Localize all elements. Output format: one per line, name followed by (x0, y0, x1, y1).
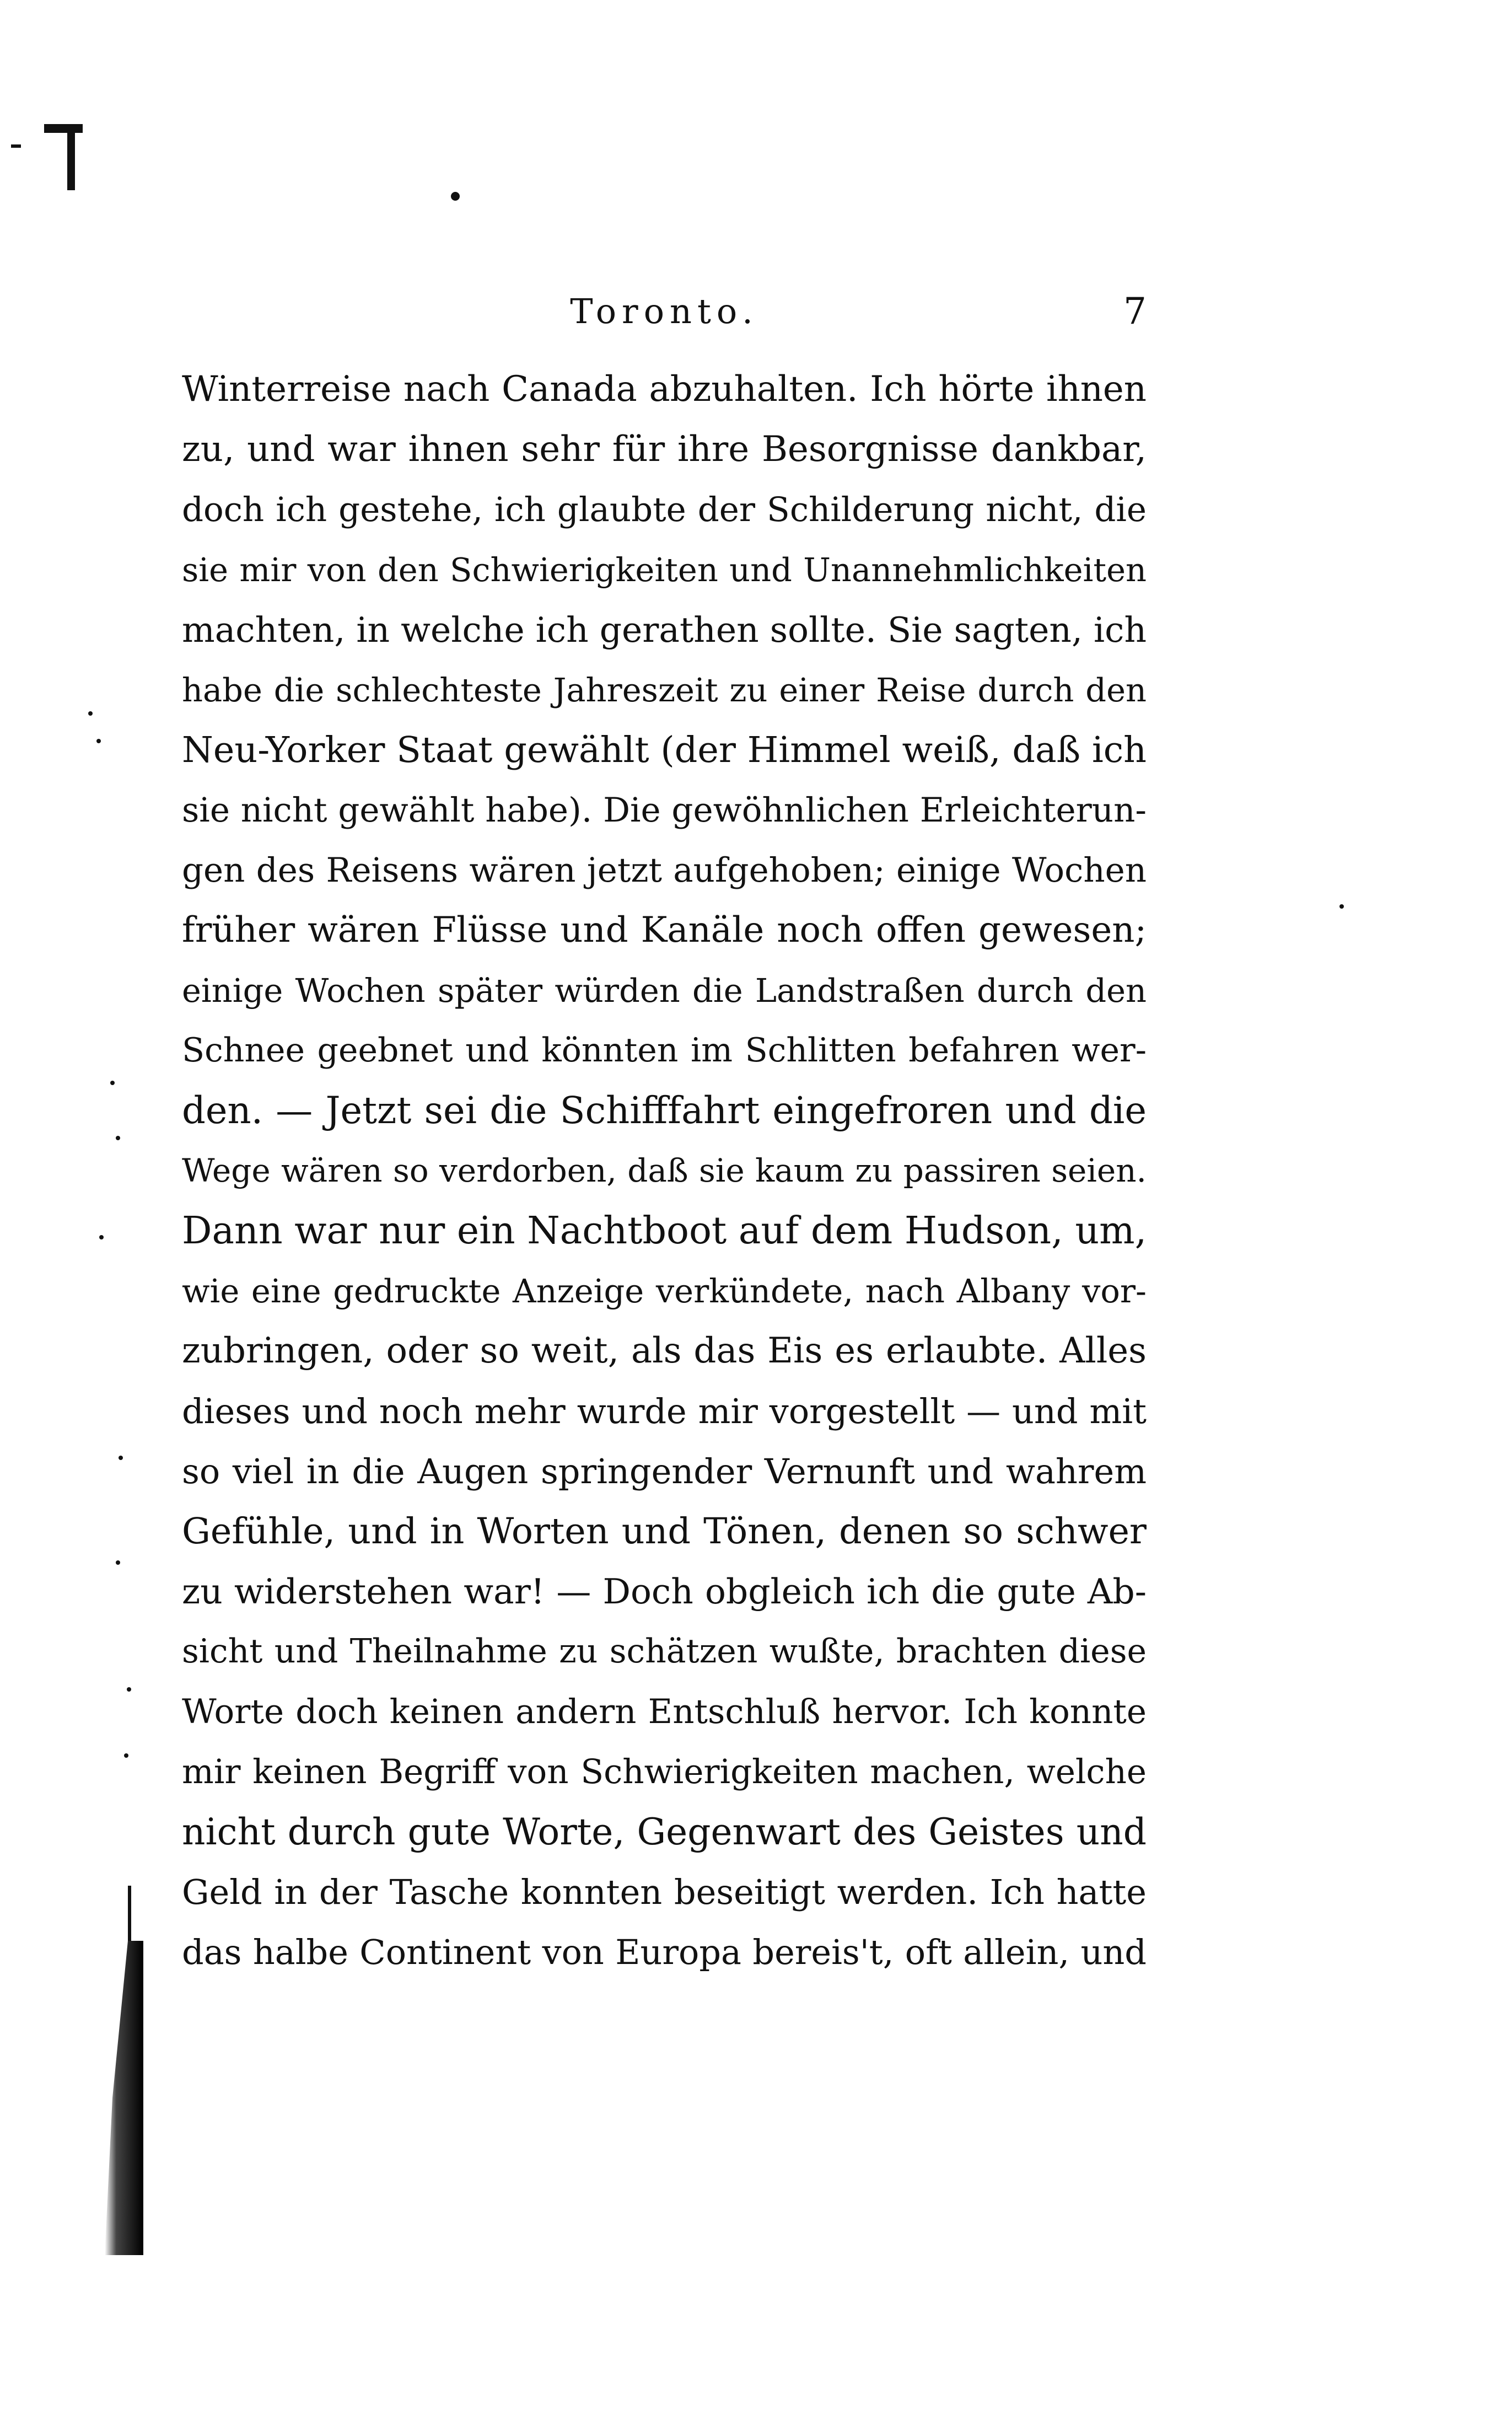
running-title: Toronto. (570, 291, 758, 331)
scan-corner-mark-stem (67, 124, 75, 190)
text-line: Worte doch keinen andern Entschluß hervor. Ich konnte (182, 1692, 1147, 1731)
margin-speck (116, 1136, 120, 1140)
text-line: doch ich gestehe, ich glaubte der Schilderung nicht, die (182, 490, 1147, 529)
text-line: zu, und war ihnen sehr für ihre Besorgnisse dankbar, (182, 429, 1147, 470)
scan-dot (451, 192, 460, 201)
text-line: sicht und Theilnahme zu schätzen wußte, brachten diese (182, 1632, 1147, 1671)
text-line: zu widerstehen war! — Doch obgleich ich die gute Ab- (182, 1571, 1147, 1612)
running-head (182, 287, 1147, 336)
text-line: gen des Reisens wären jetzt aufgehoben; einige Wochen (182, 851, 1147, 890)
text-line: einige Wochen später würden die Landstraßen durch den (182, 972, 1147, 1010)
text-line: machten, in welche ich gerathen sollte. Sie sagten, ich (182, 610, 1147, 650)
text-line: das halbe Continent von Europa bereis't, oft allein, und (182, 1932, 1147, 1972)
text-line: nicht durch gute Worte, Gegenwart des Geistes und (182, 1811, 1147, 1853)
margin-speck (96, 739, 101, 743)
text-line: so viel in die Augen springender Vernunft und wahrem (182, 1451, 1147, 1491)
text-line: mir keinen Begriff von Schwierigkeiten machen, welche (182, 1752, 1147, 1791)
margin-speck (110, 1081, 115, 1085)
scan-dash-mark (11, 144, 21, 148)
text-line: Gefühle, und in Worten und Tönen, denen so schwer (182, 1511, 1147, 1552)
scan-corner-mark (44, 124, 83, 133)
text-line: wie eine gedruckte Anzeige verkündete, nach Albany vor- (182, 1272, 1147, 1310)
body-text (182, 359, 1147, 1982)
margin-speck (119, 1456, 123, 1460)
text-line: zubringen, oder so weit, als das Eis es erlaubte. Alles (182, 1330, 1147, 1371)
margin-speck (116, 1560, 120, 1565)
text-line: Dann war nur ein Nachtboot auf dem Hudson, um, (182, 1209, 1147, 1253)
margin-speck (124, 1753, 128, 1758)
margin-speck (1339, 904, 1344, 909)
text-line: Neu-Yorker Staat gewählt (der Himmel weiß, daß ich (182, 729, 1147, 771)
text-line: früher wären Flüsse und Kanäle noch offen gewesen; (182, 910, 1147, 951)
margin-speck (99, 1235, 104, 1239)
text-line: Wege wären so verdorben, daß sie kaum zu passiren seien. (182, 1152, 1147, 1189)
text-line: Schnee geebnet und könnten im Schlitten befahren wer- (182, 1031, 1147, 1070)
text-line: sie nicht gewählt habe). Die gewöhnlichen Erleichterun- (182, 791, 1147, 830)
text-line: den. — Jetzt sei die Schifffahrt eingefroren und die (182, 1089, 1147, 1132)
margin-speck (127, 1687, 131, 1692)
text-line: sie mir von den Schwierigkeiten und Unannehmlichkeiten (182, 551, 1147, 589)
text-line: Winterreise nach Canada abzuhalten. Ich hörte ihnen (182, 369, 1147, 410)
text-line: dieses und noch mehr wurde mir vorgestellt — und mit (182, 1391, 1147, 1431)
page-number: 7 (1123, 290, 1147, 332)
margin-speck (88, 711, 93, 716)
text-line: Geld in der Tasche konnten beseitigt werden. Ich hatte (182, 1872, 1147, 1912)
binding-edge-shadow (105, 1941, 143, 2255)
text-line: habe die schlechteste Jahreszeit zu einer Reise durch den (182, 671, 1147, 709)
